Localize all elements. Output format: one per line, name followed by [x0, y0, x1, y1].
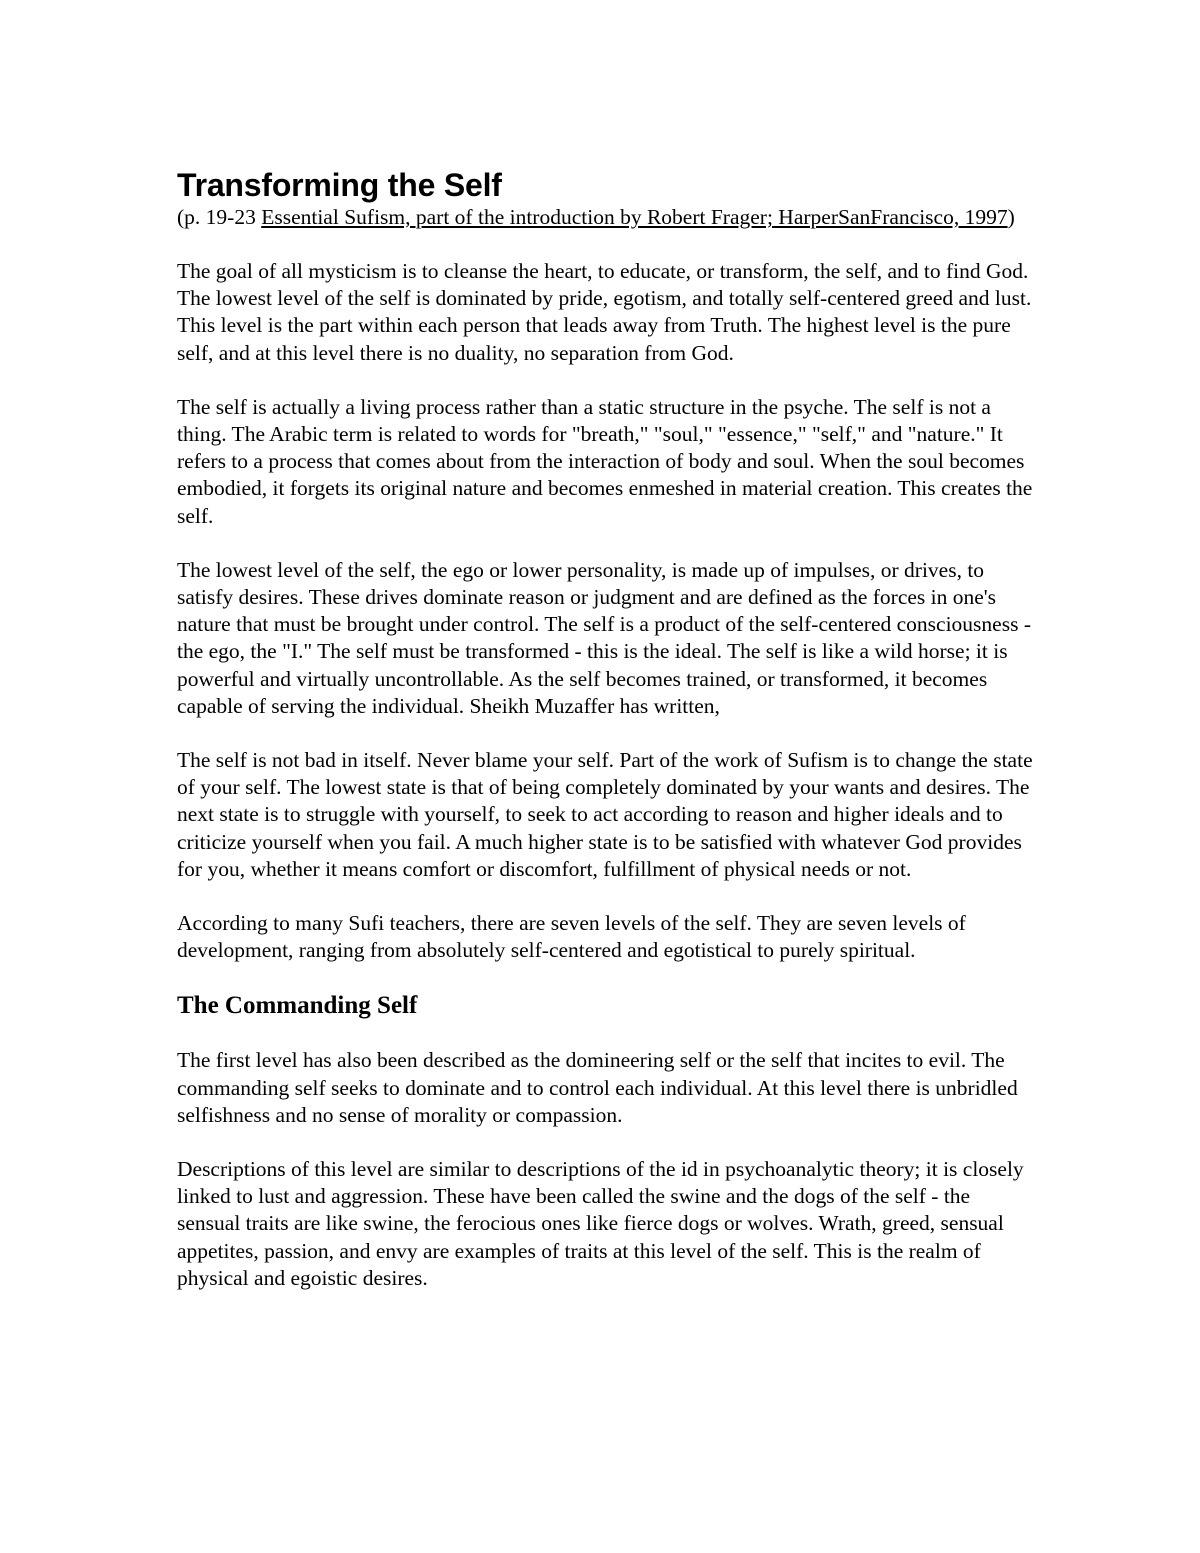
- paragraph-intro-1: The goal of all mysticism is to cleanse the heart, to educate, or transform, the self, and to find God. The lowest level of the self is dominated by pride, egotism, and totally self-centered greed and lust. This level is the part within each person that leads away from Truth. The highest level is the pure self, and at this level there is no duality, no separation from God.: [177, 259, 1032, 365]
- citation-suffix: ): [1007, 205, 1015, 229]
- paragraph-intro-3: The lowest level of the self, the ego or lower personality, is made up of impulses, or drives, to satisfy desires. These drives dominate reason or judgment and are defined as the forces in one's nature that must be brought under control. The self is a product of the self-centered consciousness - the ego, the "I." The self must be transformed - this is the ideal. The self is like a wild horse; it is powerful and virtually uncontrollable. As the self becomes trained, or transformed, it becomes capable of serving the individual. Sheikh Muzaffer has written,: [177, 557, 1031, 718]
- page-title: Transforming the Self: [177, 167, 502, 203]
- paragraph-intro-2: The self is actually a living process rather than a static structure in the psyche. The self is not a thing. The Arabic term is related to words for "breath," "soul," "essence," "self," and "nature." It refers to a process that comes about from the interaction of body and soul. When the soul becomes embodied, it forgets its original nature and becomes enmeshed in material creation. This creates the self.: [177, 394, 1033, 528]
- paragraph-section-2: Descriptions of this level are similar to descriptions of the id in psychoanalytic theory; it is closely linked to lust and aggression. These have been called the swine and the dogs of the self - the sensual traits are like swine, the ferocious ones like fierce dogs or wolves. Wrath, greed, sensual appetites, passion, and envy are examples of traits at this level of the self. This is the realm of physical and egoistic desires.: [177, 1157, 1024, 1290]
- document-page: [177, 166, 1037, 1319]
- paragraph-section-1: The first level has also been described as the domineering self or the self that incites to evil. The commanding self seeks to dominate and to control each individual. At this level there is unbridled selfishness and no sense of morality or compassion.: [177, 1048, 1018, 1127]
- citation-link[interactable]: Essential Sufism, part of the introduction by Robert Frager; HarperSanFrancisco, 1997: [261, 205, 1008, 229]
- citation-prefix: (p. 19-23: [177, 205, 262, 229]
- citation: [177, 204, 1037, 231]
- paragraph-intro-4: The self is not bad in itself. Never blame your self. Part of the work of Sufism is to change the state of your self. The lowest state is that of being completely dominated by your wants and desires. The next state is to struggle with yourself, to seek to act according to reason and higher ideals and to criticize yourself when you fail. A much higher state is to be satisfied with whatever God provides for you, whether it means comfort or discomfort, fulfillment of physical needs or not.: [177, 748, 1033, 881]
- section-heading: The Commanding Self: [177, 992, 418, 1020]
- paragraph-intro-5: According to many Sufi teachers, there are seven levels of the self. They are seven levels of development, ranging from absolutely self-centered and egotistical to purely spiritual.: [177, 911, 966, 963]
